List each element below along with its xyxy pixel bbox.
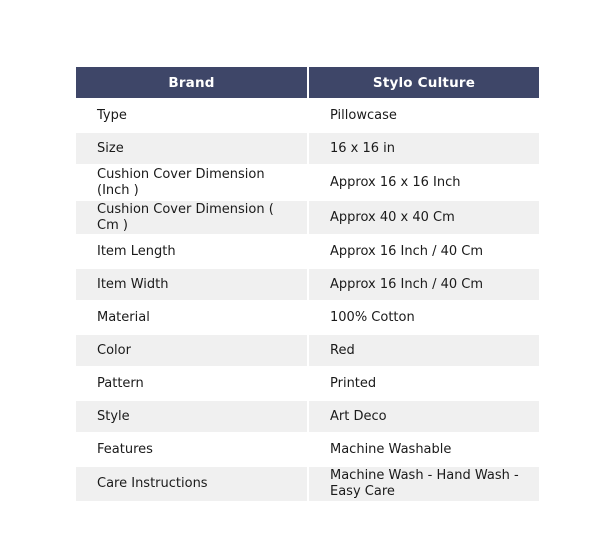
spec-value-cell: Red: [309, 335, 539, 366]
spec-label-cell: Pattern: [76, 368, 307, 399]
spec-value-cell: 16 x 16 in: [309, 133, 539, 164]
spec-value-cell: Printed: [309, 368, 539, 399]
spec-value-cell: Approx 16 x 16 Inch: [309, 166, 539, 199]
spec-table-container: [74, 65, 541, 503]
spec-row: [76, 335, 539, 366]
spec-row: [76, 166, 539, 199]
spec-row: [76, 133, 539, 164]
spec-label-cell: Material: [76, 302, 307, 333]
spec-row: [76, 269, 539, 300]
spec-label-cell: Cushion Cover Dimension ( Cm ): [76, 201, 307, 234]
header-cell-brand-value: Stylo Culture: [309, 67, 539, 98]
spec-value-cell: Machine Wash - Hand Wash - Easy Care: [309, 467, 539, 500]
product-spec-table: [74, 65, 541, 503]
spec-row: [76, 467, 539, 500]
header-cell-brand-label: Brand: [76, 67, 307, 98]
spec-value-cell: Approx 40 x 40 Cm: [309, 201, 539, 234]
spec-label-cell: Features: [76, 434, 307, 465]
table-header-row: [76, 67, 539, 98]
spec-row: [76, 236, 539, 267]
spec-label-cell: Item Width: [76, 269, 307, 300]
spec-label-cell: Item Length: [76, 236, 307, 267]
spec-label-cell: Type: [76, 100, 307, 131]
spec-row: [76, 201, 539, 234]
spec-row: [76, 434, 539, 465]
spec-label-cell: Color: [76, 335, 307, 366]
spec-label-cell: Care Instructions: [76, 467, 307, 500]
spec-value-cell: Art Deco: [309, 401, 539, 432]
spec-value-cell: Approx 16 Inch / 40 Cm: [309, 236, 539, 267]
spec-value-cell: Pillowcase: [309, 100, 539, 131]
spec-label-cell: Style: [76, 401, 307, 432]
spec-value-cell: Machine Washable: [309, 434, 539, 465]
spec-row: [76, 100, 539, 131]
spec-value-cell: 100% Cotton: [309, 302, 539, 333]
spec-row: [76, 302, 539, 333]
spec-row: [76, 368, 539, 399]
spec-value-cell: Approx 16 Inch / 40 Cm: [309, 269, 539, 300]
spec-row: [76, 401, 539, 432]
spec-label-cell: Cushion Cover Dimension (Inch ): [76, 166, 307, 199]
spec-label-cell: Size: [76, 133, 307, 164]
